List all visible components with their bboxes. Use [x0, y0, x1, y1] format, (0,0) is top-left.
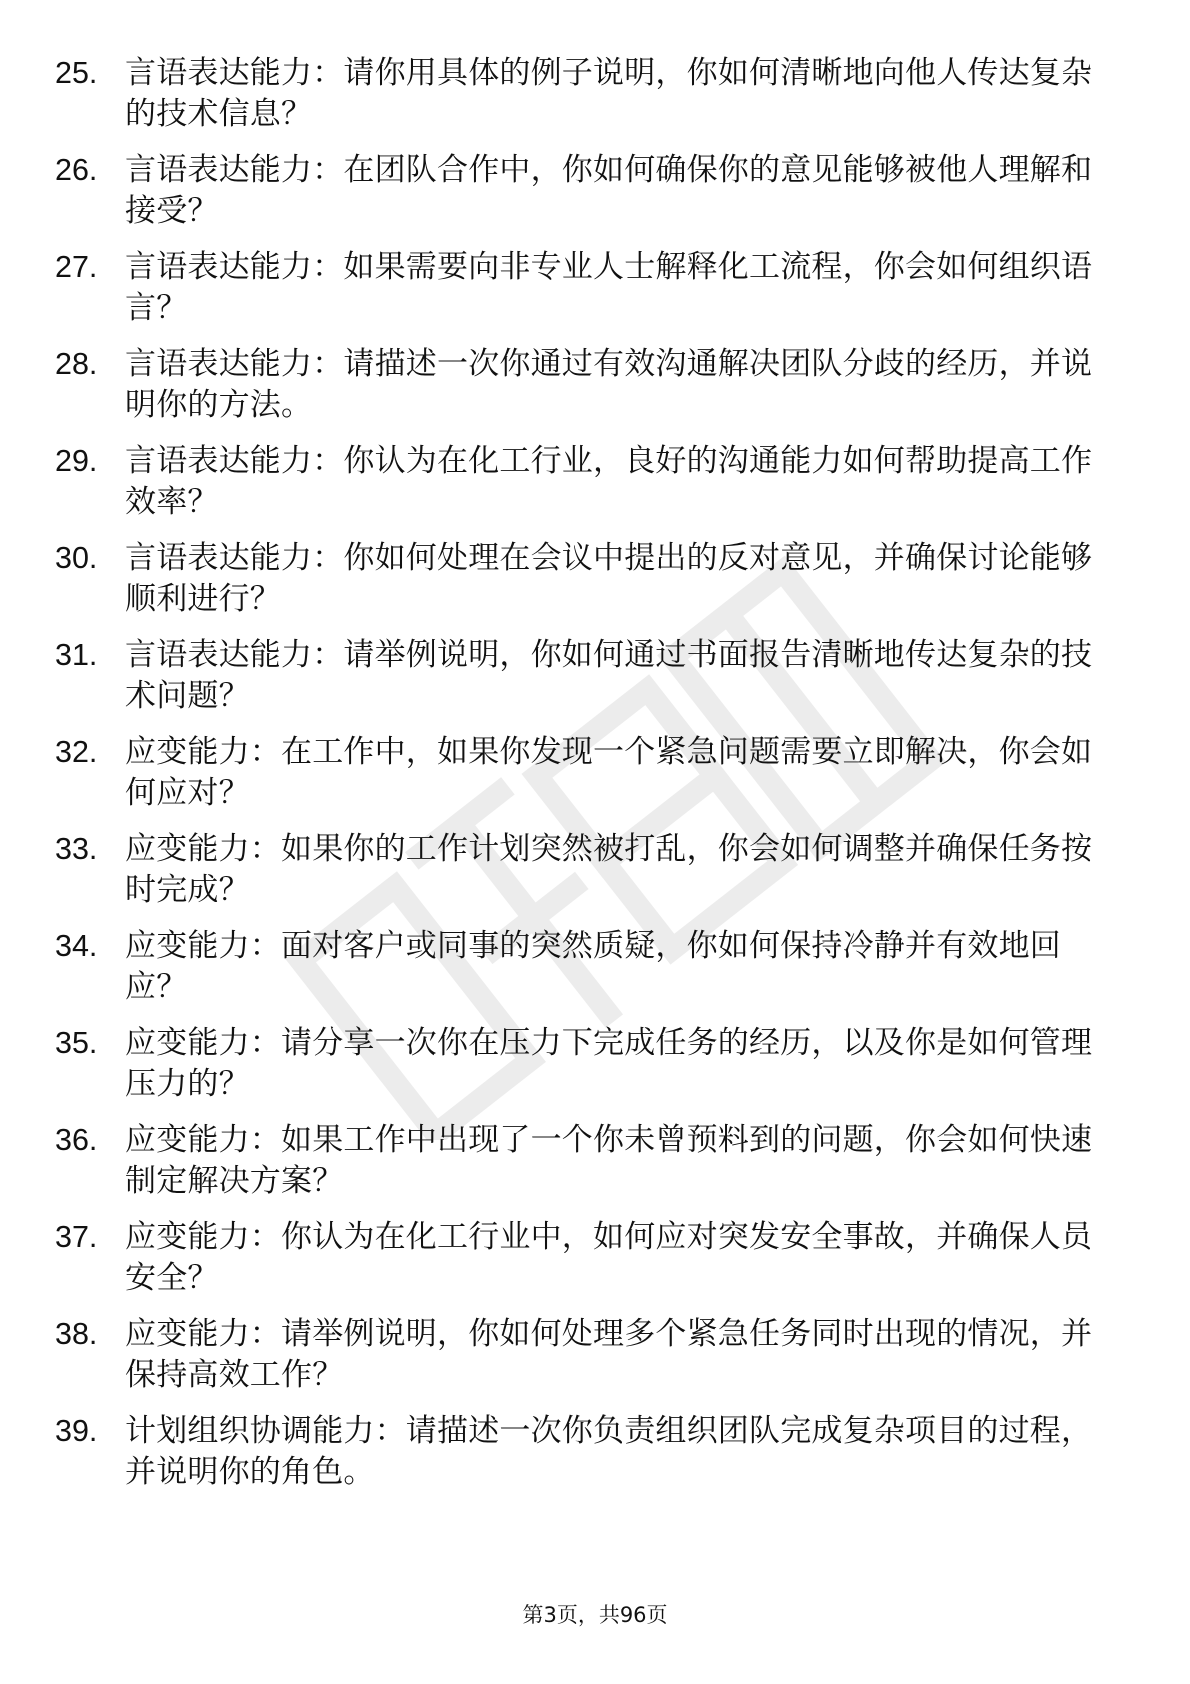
question-number: 36.	[55, 1123, 98, 1157]
question-text: 应变能力：如果工作中出现了一个你未曾预料到的问题，你会如何快速制定解决方案？	[125, 1122, 1093, 1199]
question-text: 计划组织协调能力：请描述一次你负责组织团队完成复杂项目的过程，并说明你的角色。	[125, 1413, 1093, 1490]
question-text: 言语表达能力：你如何处理在会议中提出的反对意见，并确保讨论能够顺利进行？	[125, 540, 1093, 617]
question-number: 38.	[55, 1317, 98, 1351]
question-list	[55, 53, 1115, 1508]
question-item	[55, 1023, 1115, 1105]
question-item	[55, 1217, 1115, 1299]
question-text: 言语表达能力：请举例说明，你如何通过书面报告清晰地传达复杂的技术问题？	[125, 637, 1093, 714]
question-number: 31.	[55, 638, 98, 672]
question-item	[55, 732, 1115, 814]
question-text: 应变能力：在工作中，如果你发现一个紧急问题需要立即解决，你会如何应对？	[125, 734, 1093, 811]
question-number: 27.	[55, 250, 98, 284]
question-number: 30.	[55, 541, 98, 575]
question-number: 35.	[55, 1026, 98, 1060]
question-item	[55, 1120, 1115, 1202]
question-item	[55, 635, 1115, 717]
question-number: 32.	[55, 735, 98, 769]
question-text: 言语表达能力：请你用具体的例子说明，你如何清晰地向他人传达复杂的技术信息？	[125, 55, 1093, 132]
question-number: 28.	[55, 347, 98, 381]
question-text: 应变能力：面对客户或同事的突然质疑，你如何保持冷静并有效地回应？	[125, 928, 1061, 1005]
question-item	[55, 829, 1115, 911]
question-item	[55, 1314, 1115, 1396]
question-number: 34.	[55, 929, 98, 963]
question-number: 33.	[55, 832, 98, 866]
question-number: 29.	[55, 444, 98, 478]
question-number: 25.	[55, 56, 98, 90]
question-text: 言语表达能力：请描述一次你通过有效沟通解决团队分歧的经历，并说明你的方法。	[125, 346, 1093, 423]
question-item	[55, 441, 1115, 523]
question-item	[55, 344, 1115, 426]
question-item	[55, 247, 1115, 329]
question-number: 37.	[55, 1220, 98, 1254]
question-text: 应变能力：如果你的工作计划突然被打乱，你会如何调整并确保任务按时完成？	[125, 831, 1093, 908]
question-number: 39.	[55, 1414, 98, 1448]
question-text: 应变能力：请举例说明，你如何处理多个紧急任务同时出现的情况，并保持高效工作？	[125, 1316, 1093, 1393]
question-item	[55, 1411, 1115, 1493]
page-footer: 第3页，共96页	[522, 1603, 668, 1627]
question-item	[55, 926, 1115, 1008]
question-text: 言语表达能力：如果需要向非专业人士解释化工流程，你会如何组织语言？	[125, 249, 1093, 326]
question-number: 26.	[55, 153, 98, 187]
question-item	[55, 538, 1115, 620]
question-text: 言语表达能力：在团队合作中，你如何确保你的意见能够被他人理解和接受？	[125, 152, 1093, 229]
question-text: 应变能力：请分享一次你在压力下完成任务的经历，以及你是如何管理压力的？	[125, 1025, 1093, 1102]
question-item	[55, 150, 1115, 232]
question-text: 言语表达能力：你认为在化工行业，良好的沟通能力如何帮助提高工作效率？	[125, 443, 1093, 520]
question-text: 应变能力：你认为在化工行业中，如何应对突发安全事故，并确保人员安全？	[125, 1219, 1093, 1296]
question-item	[55, 53, 1115, 135]
